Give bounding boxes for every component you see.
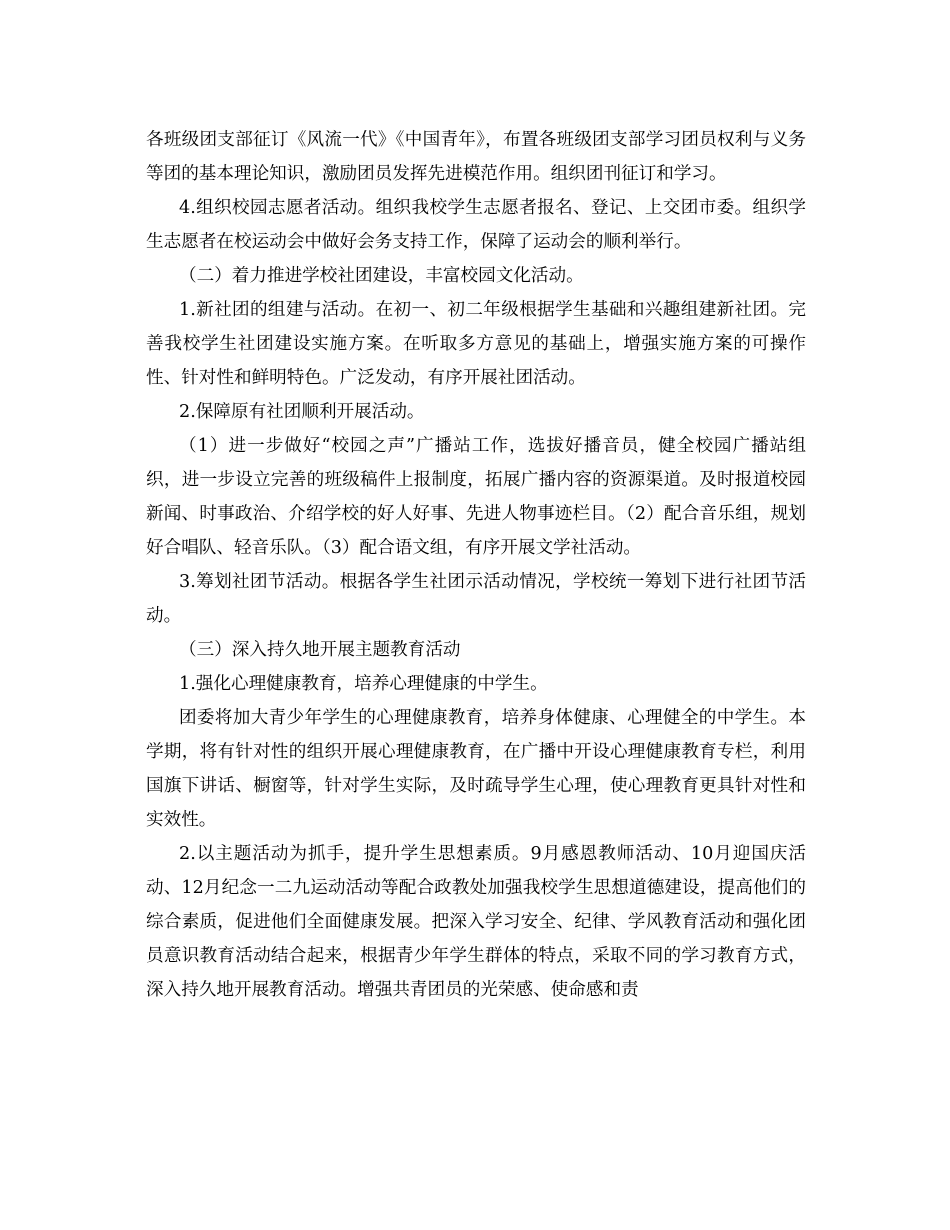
paragraph: （1）进一步做好“校园之声”广播站工作，选拔好播音员，健全校园广播站组织，进一步设立完善的班级稿件上报制度，拓展广播内容的资源渠道。及时报道校园新闻、时事政治、介绍学校的好人好事、先进人物事迹栏目。（2）配合音乐组，规划好合唱队、轻音乐队。（3）配合语文组，有序开展文学社活动。 bbox=[146, 436, 806, 558]
paragraph: 2.以主题活动为抓手，提升学生思想素质。9月感恩教师活动、10月迎国庆活动、12月纪念一二九运动活动等配合政教处加强我校学生思想道德建设，提高他们的综合素质，促进他们全面健康发展。把深入学习安全、纪律、学风教育活动和强化团员意识教育活动结合起来，根据青少年学生群体的特点，采取不同的学习教育方式，深入持久地开展教育活动。增强共青团员的光荣感、使命感和责 bbox=[146, 844, 806, 1000]
section-heading: （三）深入持久地开展主题教育活动 bbox=[179, 640, 461, 660]
paragraph: 1.强化心理健康教育，培养心理健康的中学生。 bbox=[179, 674, 548, 694]
paragraph: 3.筹划社团节活动。根据各学生社团示活动情况，学校统一筹划下进行社团节活动。 bbox=[146, 572, 806, 626]
paragraph: 4.组织校园志愿者活动。组织我校学生志愿者报名、登记、上交团市委。组织学生志愿者在校运动会中做好会务支持工作，保障了运动会的顺利举行。 bbox=[146, 198, 806, 252]
paragraph: 各班级团支部征订《风流一代》《中国青年》，布置各班级团支部学习团员权利与义务等团的基本理论知识，激励团员发挥先进模范作用。组织团刊征订和学习。 bbox=[146, 130, 806, 184]
paragraph: 1.新社团的组建与活动。在初一、初二年级根据学生基础和兴趣组建新社团。完善我校学生社团建设实施方案。在听取多方意见的基础上，增强实施方案的可操作性、针对性和鲜明特色。广泛发动，有序开展社团活动。 bbox=[146, 300, 806, 388]
paragraph: 团委将加大青少年学生的心理健康教育，培养身体健康、心理健全的中学生。本学期，将有针对性的组织开展心理健康教育，在广播中开设心理健康教育专栏，利用国旗下讲话、橱窗等，针对学生实际，及时疏导学生心理，使心理教育更具针对性和实效性。 bbox=[146, 708, 806, 830]
section-heading: （二）着力推进学校社团建设，丰富校园文化活动。 bbox=[179, 266, 584, 286]
paragraph: 2.保障原有社团顺利开展活动。 bbox=[179, 402, 425, 422]
document-body bbox=[146, 123, 806, 1007]
